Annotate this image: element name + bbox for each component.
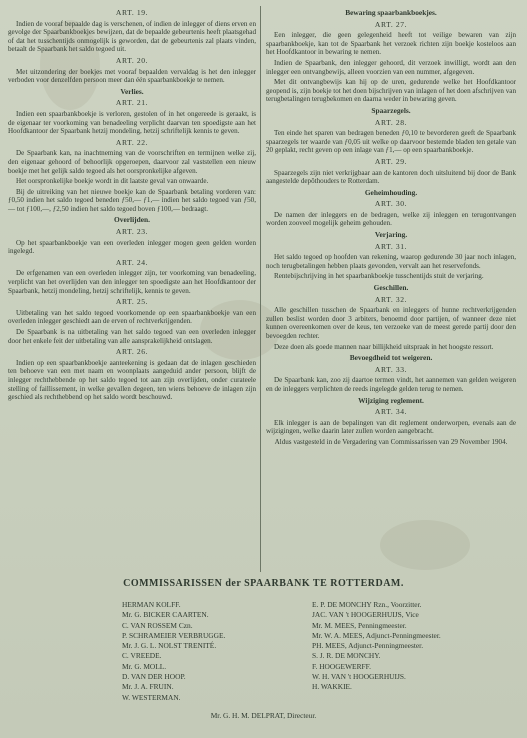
article-number: ART. 29. (374, 156, 408, 166)
article-paragraph: De Spaarbank is na uitbetaling van het saldo tegoed van een overleden inlegger door het enkele feit der uitbetaling van alle aansprakelijkheid ontslagen. (8, 328, 256, 345)
commissioner-name: D. VAN DER HOOP. (122, 672, 186, 682)
article-paragraph: De Spaarbank kan, zoo zij daartoe termen vindt, het aannemen van gelden weigeren en de inleggers verplichten de reeds ingelegde gelden terug te nemen. (266, 376, 516, 393)
commissioner-name: C. VREEDE. (122, 651, 162, 661)
commissioner-name: Mr. G. MOLL. (122, 661, 167, 671)
left-column (8, 6, 256, 404)
article-number: ART. 30. (374, 199, 408, 209)
commissioner-name: Mr. G. BICKER CAARTEN. (122, 610, 209, 620)
article-number: ART. 26. (115, 347, 149, 357)
column-divider (260, 6, 261, 572)
article-paragraph: Het oorspronkelijke boekje wordt in dit laatste geval van onwaarde. (16, 177, 209, 186)
article-paragraph: Met uitzondering der boekjes met vooraf bepaalden vervaldag is het den inlegger verboden voor denzelfden persoon meer dan één spaarbankboekje te nemen. (8, 67, 256, 85)
section-heading: Wijziging reglement. (358, 395, 424, 405)
section-heading: Geheimhouding. (364, 187, 418, 197)
commissioner-name: F. HOOGEWERFF. (312, 661, 371, 671)
article-number: ART. 24. (115, 257, 149, 267)
commissioners-block (0, 578, 527, 720)
article-paragraph: Indien de Spaarbank, den inlegger gehoord, dit verzoek inwilligt, wordt aan den inlegger een ontvangbewijs, alleen voorzien van een nummer, afgegeven. (266, 58, 516, 76)
section-heading: Overlijden. (114, 215, 150, 225)
director-signature: Mr. G. H. M. DELPRAT, Directeur. (210, 711, 317, 720)
commissioner-name: JAC. VAN 't HOOGERHUIJS, Vice (312, 610, 419, 620)
section-heading: Verlies. (120, 86, 144, 96)
section-heading: Bevoegdheid tot weigeren. (349, 353, 433, 363)
commissioner-name: C. VAN ROSSEM Czn. (122, 620, 193, 630)
section-heading: Verjaring. (374, 230, 408, 240)
article-number: ART. 32. (374, 294, 408, 304)
article-paragraph: Een inlegger, die geen gelegenheid heeft tot veilige bewaren van zijn spaarbankboekje, kan tot de Spaarbank het verzoek richten zijn boekje kosteloos aan het Hoofdkantoor in bewaring te nemen. (266, 31, 516, 57)
article-paragraph: De erfgenamen van een overleden inlegger zijn, ter voorkoming van benadeeling, verplicht van het overlijden van den inlegger ten spoedigste aan het Hoofdkantoor der Spaarbank, hetzij mondeling, hetzij schriftelijk, kennis te geven. (8, 269, 256, 295)
section-heading: Bewaring spaarbankboekjes. (345, 8, 437, 17)
commissioners-list-right (312, 600, 441, 693)
commissioner-name: HERMAN KOLFF. (122, 600, 181, 609)
article-number: ART. 21. (115, 98, 149, 108)
article-paragraph: Rentebijschrijving in het spaarbankboekje tusschentijds stuit de verjaring. (274, 272, 484, 281)
article-paragraph: De Spaarbank kan, na inachtneming van de voorschriften en termijnen welke zij, den eigenaar gehoord of behoorlijk opgeroepen, daarvoor zal vaststellen een nieuw boekje met het gelijk saldo tegoed als het oorspronkelijke afgeven. (8, 149, 256, 175)
article-number: ART. 20. (115, 55, 149, 65)
article-paragraph: Uitbetaling van het saldo tegoed voorkomende op een spaarbankboekje van een overleden inlegger geschiedt aan de erven of rechtverkrijgenden. (8, 308, 256, 326)
commissioner-name: E. P. DE MONCHY Rzn., Voorzitter. (312, 600, 422, 609)
article-number: ART. 25. (115, 297, 149, 307)
article-paragraph: Deze doen als goede mannen naar billijkheid uitspraak in het hoogste ressort. (274, 342, 494, 351)
section-heading: Spaarzegels. (371, 105, 411, 115)
article-number: ART. 22. (115, 137, 149, 147)
commissioner-name: PH. MEES, Adjunct-Penningmeester. (312, 641, 424, 651)
commissioner-name: Mr. J. A. FRUIN. (122, 682, 174, 692)
commissioner-name: Mr. J. G. L. NOLST TRENITÉ. (122, 641, 217, 651)
article-paragraph: Indien een spaarbankboekje is verloren, gestolen of in het ongereede is geraakt, is de eigenaar ter voorkoming van benadeeling verplicht daarvan ten spoedigste aan het Hoofdkantoor der Spaarbank hetzij mondeling, hetzij schriftelijk kennis te geven. (8, 109, 256, 136)
article-number: ART. 28. (374, 117, 408, 127)
closing-statement: Aldus vastgesteld in de Vergadering van Commissarissen van 29 November 1904. (274, 437, 508, 446)
paper-stain (380, 520, 470, 570)
article-paragraph: Het saldo tegoed op hoofden van rekening, waarop gedurende 30 jaar noch inlagen, noch terugbetalingen hebben plaats gevonden, vervalt aan het reservefonds. (266, 253, 516, 270)
article-paragraph: De namen der inleggers en de bedragen, welke zij inleggen en terugontvangen worden zooveel mogelijk geheim gehouden. (266, 210, 516, 228)
article-number: ART. 33. (374, 364, 408, 374)
article-paragraph: Bij de uitreiking van het nieuwe boekje kan de Spaarbank betaling vorderen van: ƒ0,50 indien het saldo tegoed beneden ƒ50,— ƒ1,— indien het saldo tegoed van ƒ50,— tot ƒ100,—, ƒ2,50 indien het saldo tegoed boven ƒ100,— bedraagt. (8, 187, 256, 213)
article-number: ART. 27. (374, 19, 408, 29)
commissioner-name: H. WAKKIE. (312, 682, 352, 692)
article-number: ART. 23. (115, 227, 149, 237)
commissioners-list-left (122, 600, 225, 703)
commissioner-name: W. WESTERMAN. (122, 692, 181, 702)
commissioner-name: S. J. R. DE MONCHY. (312, 651, 381, 661)
commissioner-name: Mr. W. A. MEES, Adjunct-Penningmeester. (312, 630, 441, 640)
article-number: ART. 34. (374, 407, 408, 417)
article-paragraph: Indien op een spaarbankboekje aanteekening is gedaan dat de inlagen geschieden ten behoeve van een met naam en woonplaats aangeduid ander persoon, blijft de inlegger rechthebbende op het saldo tegoed tot aan zijn overlijden, onder curateele stelling of faillissement, in welke gevallen degeen, ten wiens behoeve de inlagen zijn geschied als rechthebbend op het saldo wordt beschouwd. (8, 358, 256, 402)
commissioners-title: COMMISSARISSEN der SPAARBANK TE ROTTERDAM. (123, 578, 404, 589)
right-column (266, 6, 516, 449)
commissioner-name: W. H. VAN 't HOOGERHUIJS. (312, 672, 406, 682)
commissioner-name: P. SCHRAMEIER VERBRUGGE. (122, 630, 226, 640)
section-heading: Geschillen. (373, 283, 409, 293)
article-paragraph: Met dit ontvangbewijs kan hij op de uren, gedurende welke het Hoofdkantoor geopend is, zijn boekje tot het doen bijschrijven van inlagen of het doen afschrijven van terugbetalingen terugbekomen en daarna weder in bewaring geven. (266, 78, 516, 104)
article-paragraph: Op het spaarbankboekje van een overleden inlegger mogen geen gelden worden ingelegd. (8, 238, 256, 256)
article-paragraph: Indien de vooraf bepaalde dag is verschenen, of indien de inlegger of diens erven en gevolge der Spaarbankboekjes bewijzen, dat de bepaalde gebeurtenis heeft plaatsgehad of dat het tusschentijds onmogelijk is geworden, dat de gebeurtenis zal plaats vinden, betaalt de Spaarbank het saldo tegoed uit. (8, 19, 256, 54)
article-number: ART. 31. (374, 241, 408, 251)
article-paragraph: Ten einde het sparen van bedragen beneden ƒ0,10 te bevorderen geeft de Spaarbank spaarzegels ter waarde van ƒ0,05 uit welke op daarvoor bestemde bladen ten getale van 20 geplakt, recht geven op een inlage van ƒ1,— op een spaarbankboekje. (266, 129, 516, 155)
article-number: ART. 19. (115, 8, 149, 17)
article-paragraph: Spaarzegels zijn niet verkrijgbaar aan de kantoren doch uitsluitend bij door de Bank aangestelde depôthouders te Rotterdam. (266, 168, 516, 186)
article-paragraph: Alle geschillen tusschen de Spaarbank en inleggers of hunne rechtverkrijgenden zullen beslist worden door 3 arbiters, benoemd door partijen, of wanneer deze niet kunnen overeenkomen over de keus, ten verzoeke van de meest gerede partij door den bevoegden rechter. (266, 306, 516, 340)
commissioner-name: Mr. M. MEES, Penningmeester. (312, 620, 407, 630)
article-paragraph: Elk inlegger is aan de bepalingen van dit reglement onderworpen, evenals aan de wijzigingen, welke daarin later zullen worden aangebracht. (266, 418, 516, 436)
